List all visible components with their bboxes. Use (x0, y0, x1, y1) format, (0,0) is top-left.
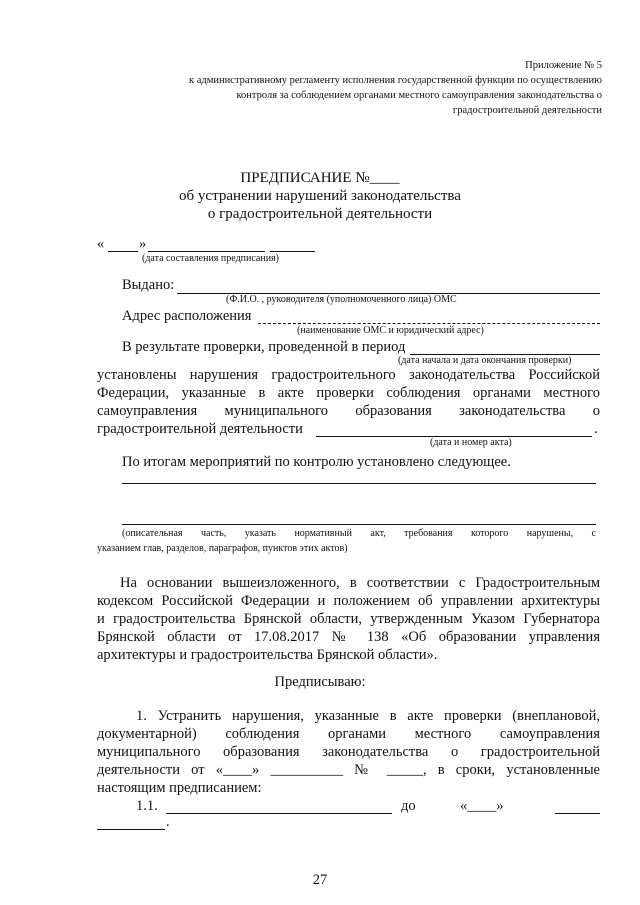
item1-1-year-blank (97, 829, 165, 830)
violations-line-1: установлены нарушения градостроительного законодательства Российской (97, 367, 600, 383)
date-quote-open: « (97, 236, 105, 252)
violations-line-4: градостроительной деятельности (97, 421, 303, 437)
period-caption: (дата начала и дата окончания проверки) (398, 355, 572, 366)
date-day-blank (108, 251, 138, 252)
appendix-line-2: контроля за соблюдением органами местного самоуправления законодательства о (236, 90, 602, 101)
basis-line-2: кодексом Российской Федерации и положением об управлении архитектуры (97, 593, 600, 609)
item1-1-end: . (166, 814, 170, 830)
violations-line-4-end: . (594, 421, 598, 437)
violations-line-3: самоуправления муниципального образования законодательства о (97, 403, 600, 419)
results-text: По итогам мероприятий по контролю установлено следующее. (122, 454, 511, 470)
violations-line-2: Федерации, указанные в акте проверки соблюдения органами местного (97, 385, 600, 401)
item1-line-3: муниципального образования законодательства о градостроительной (97, 744, 600, 760)
item1-1-day-blank: «____» (460, 798, 504, 814)
basis-line-3: и градостроительства Брянской области, утвержденным Указом Губернатора (97, 611, 600, 627)
item1-1-number: 1.1. (136, 798, 158, 814)
violations-caption: (дата и номер акта) (430, 437, 512, 448)
prescribe-heading: Предписываю: (274, 674, 366, 690)
date-quote-close: » (139, 236, 147, 252)
address-blank (258, 323, 600, 324)
document-subtitle-1: об устранении нарушений законодательства (179, 188, 461, 204)
issued-caption: (Ф.И.О. , руководителя (уполномоченного лица) ОМС (226, 294, 457, 305)
results-blank-1 (122, 483, 596, 484)
date-year-blank (270, 251, 315, 252)
basis-line-4: Брянской области от 17.08.2017 № 138 «Об образовании управления (97, 629, 600, 645)
basis-line-5: архитектуры и градостроительства Брянской области». (97, 647, 438, 663)
basis-line-1: На основании вышеизложенного, в соответствии с Градостроительным (120, 575, 600, 591)
address-label: Адрес расположения (122, 308, 252, 324)
document-subtitle-2: о градостроительной деятельности (207, 206, 433, 222)
appendix-number: Приложение № 5 (525, 60, 602, 71)
results-caption-2: указанием глав, разделов, параграфов, пунктов этих актов) (97, 543, 348, 554)
item1-1-month-blank (555, 813, 600, 814)
results-blank-2 (122, 524, 596, 525)
page-number: 27 (312, 872, 328, 888)
item1-line-4: деятельности от «____» __________ № _____, в сроки, установленные (97, 762, 600, 778)
item1-line-2: документарной) соблюдения органами местного самоуправления (97, 726, 600, 742)
item1-1-until: до (401, 798, 416, 814)
appendix-line-1: к административному регламенту исполнения государственной функции по осуществлению (189, 75, 602, 86)
appendix-line-3: градостроительной деятельности (452, 105, 602, 116)
period-label: В результате проверки, проведенной в период (122, 339, 406, 355)
issued-label: Выдано: (122, 277, 175, 293)
date-month-blank (148, 251, 265, 252)
address-caption: (наименование ОМС и юридический адрес) (297, 325, 484, 336)
date-caption: (дата составления предписания) (142, 253, 279, 264)
results-caption-1: (описательная часть, указать нормативный акт, требования которого нарушены, с (122, 528, 596, 539)
item1-1-blank (166, 813, 392, 814)
item1-line-5: настоящим предписанием: (97, 780, 262, 796)
document-title: ПРЕДПИСАНИЕ №____ (240, 170, 400, 186)
item1-line-1: 1. Устранить нарушения, указанные в акте проверки (внеплановой, (136, 708, 600, 724)
